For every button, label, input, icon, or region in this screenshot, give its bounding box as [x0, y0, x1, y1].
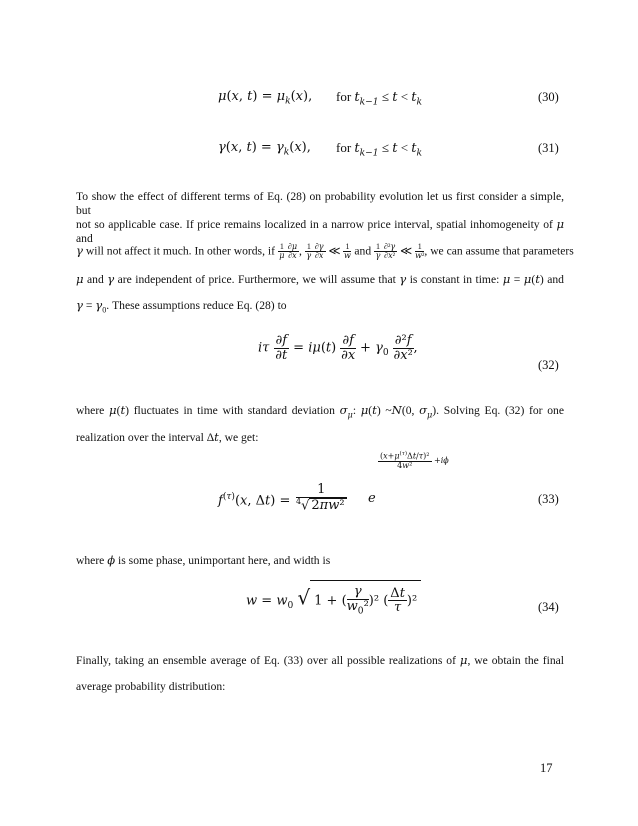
- paragraph-line: where ϕ is some phase, unimportant here, and width is: [76, 553, 331, 567]
- paragraph-line: average probability distribution:: [76, 680, 226, 693]
- equation-30-number: (30): [538, 90, 559, 104]
- equation-31-condition: for $t_{k-1} \le t < t_k$: [336, 140, 423, 159]
- paragraph-line: where μ(t) fluctuates in time with standard deviation $\sigma_\mu$: μ(t) ~N(0, $\sigma_\mu$). Solving Eq. (32) for one: [76, 403, 564, 420]
- paragraph-line: μ and γ are independent of price. Furthermore, we will assume that γ is constant in time: μ = μ(t) and: [76, 272, 564, 286]
- paragraph-line: Finally, taking an ensemble average of Eq. (33) over all possible realizations of μ, we obtain the final: [76, 653, 564, 667]
- paragraph-line: γ will not affect it much. In other words, if $\frac{1}{\mu}$ $\frac{\partial\mu}{\partial x}$ , $\frac{1}{\gamma}$ $\frac{\partial\gamma}{\partial x}$ ≪ $\frac{1}{w}$ and $\frac{1}{\gamma}$ $\frac{\text{∂²γ}}{\text{∂x²}}$ ≪ $\frac{1}{\text{w²}}$ , we can assume that parameters: [76, 242, 574, 261]
- equation-31-number: (31): [538, 141, 559, 155]
- equation-33-number: (33): [538, 492, 559, 506]
- paragraph-line: $\gamma = \gamma_0$. These assumptions reduce Eq. (28) to: [76, 298, 287, 315]
- paragraph-line: To show the effect of different terms of Eq. (28) on probability evolution let us first consider a simple, but: [76, 190, 564, 217]
- paragraph-line: realization over the interval Δt, we get:: [76, 430, 259, 444]
- equation-32-number: (32): [538, 358, 559, 372]
- paragraph-line: not so applicable case. If price remains localized in a narrow price interval, spatial inhomogeneity of μ and: [76, 217, 564, 245]
- equation-30-condition: for $t_{k-1} \le t < t_k$: [336, 89, 423, 108]
- equation-34-number: (34): [538, 600, 559, 614]
- document-page: μ(x, $t) = \mu_k(x)$, for $t_{k-1} \le t < t_k$ (30) γ(x, $t) = \gamma_k(x)$, for $t_{k-1} \le t < t_k$ (31) To show the effect of different terms of Eq. (28) on probability evolution let us first consider a simple, but not so applicable case. If price remains localized in a narrow price interval, spatial inhomogeneity of μ and γ will not affect it much. In other words, if $\frac{1}{\mu}$ $\frac{\partial\mu}{\partial x}$ , $\frac{1}{\gamma}$ $\frac{\partial\gamma}{\partial x}$ ≪ $\frac{1}{w}$ and $\frac{1}{\gamma}$ $\frac{\text{∂²γ}}{\text{∂x²}}$ ≪ $\frac{1}{\text{w²}}$ , we can assume that parameters μ and γ are independent of price. Furthermore, we will assume that γ is constant in time: μ = μ(t) and $\gamma = \gamma_0$. These assumptions reduce Eq. (28) to iτ $\frac{\partial f}{\partial t}$ = iμ(t) $\frac{\partial f}{\partial x}$ + $\gamma_0$ $\frac{\text{∂²f}}{\text{∂x²}}$ , (32) where μ(t) fluctuates in time with standard deviation $\sigma_\mu$: μ(t) ~N(0, $\sigma_\mu$). Solving Eq. (32) for one realization over the interval Δt, we get: $f^{(\tau)}(x$, Δt) = $\frac{1}{^4√ 2\pi w^2}$ e $\frac{(x+\mu^{(\tau)}\Delta t/\tau)^2}{\text{4w²}}$ +iϕ (33) where ϕ is some phase, unimportant here, and width is $w = w_0$ √ 1 + ( $\frac{\gamma}{w_0^2}$ )² ( $\frac{\Delta t}{\tau}$ )² (34) Finally, taking an ensemble average of Eq. (33) over all possible realizations of μ, we obtain the final average probability distribution: 17: [76, 89, 574, 775]
- equation-32: iτ $\frac{\partial f}{\partial t}$ = iμ(t) $\frac{\partial f}{\partial x}$ + $\gamma_0$ $\frac{\text{∂²f}}{\text{∂x²}}$ ,: [258, 333, 418, 363]
- equation-34: $w = w_0$ √ 1 + ( $\frac{\gamma}{w_0^2}$ )² ( $\frac{\Delta t}{\tau}$ )²: [246, 580, 421, 621]
- equation-31: γ(x, $t) = \gamma_k(x)$,: [218, 140, 311, 158]
- equation-30: μ(x, $t) = \mu_k(x)$,: [218, 89, 313, 107]
- page-number: 17: [540, 761, 553, 775]
